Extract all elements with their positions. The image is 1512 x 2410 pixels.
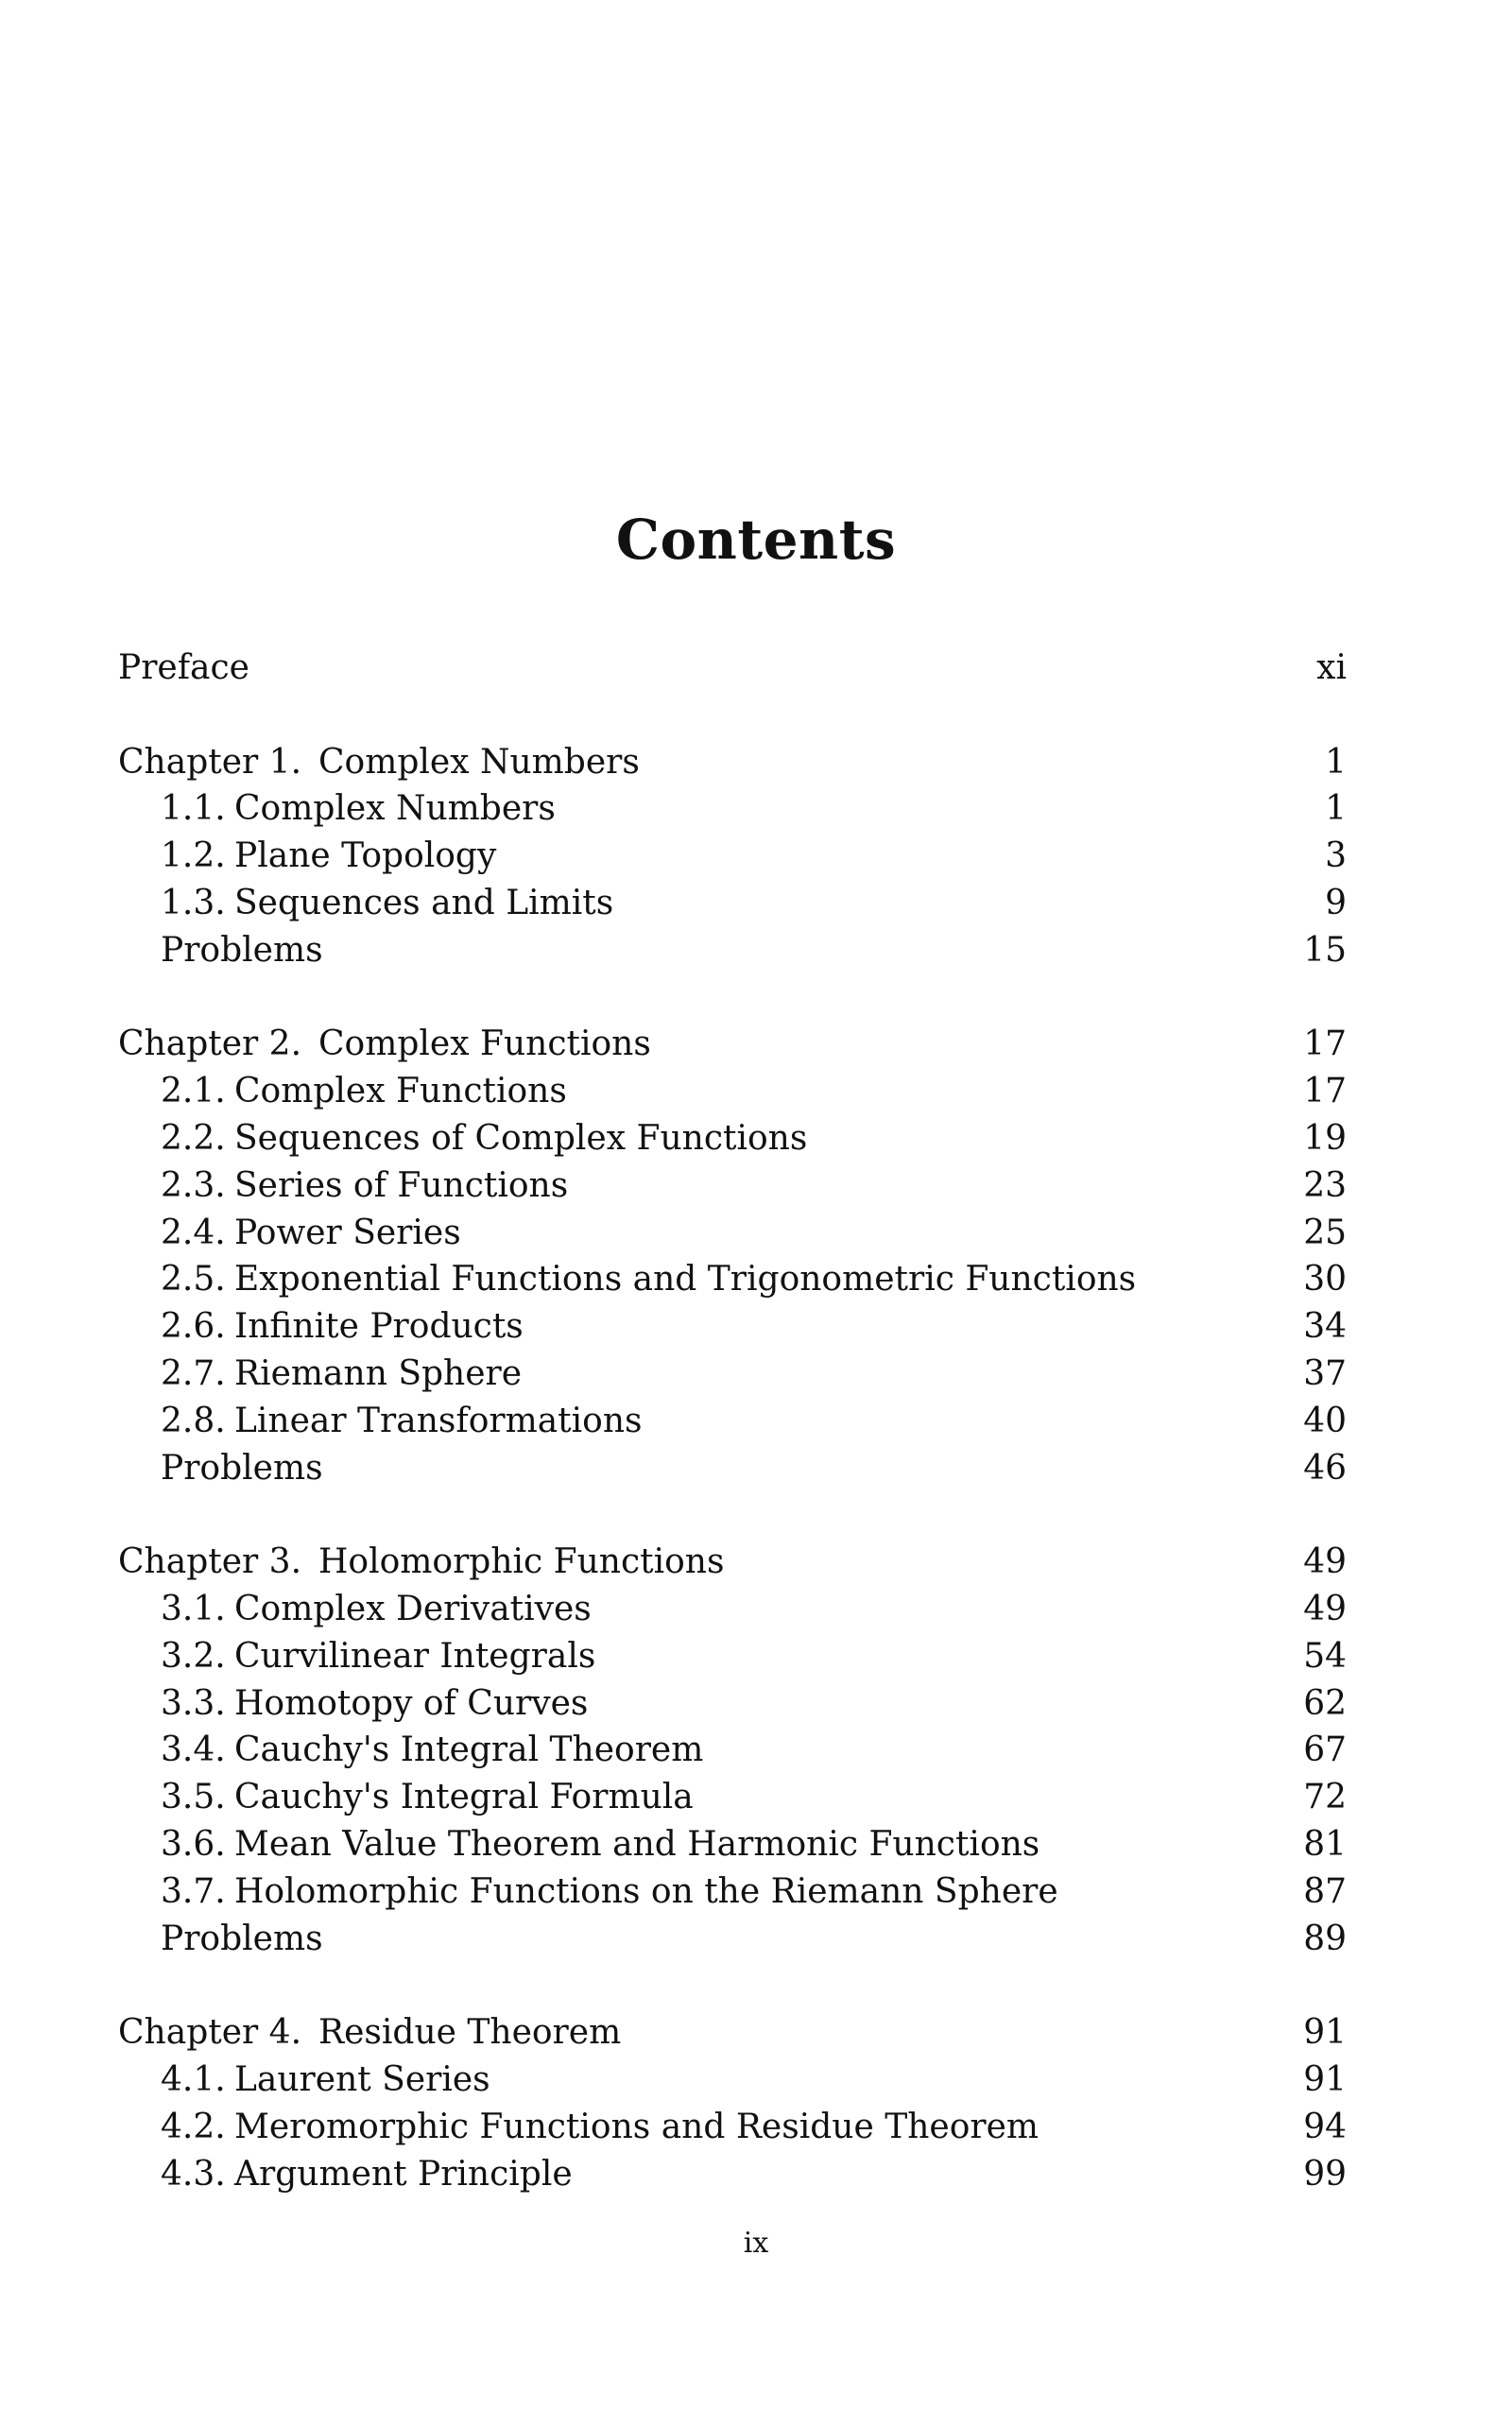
section-title: Sequences and Limits (234, 883, 614, 922)
page-number: ix (743, 2227, 769, 2260)
section-title: Infinite Products (234, 1307, 524, 1347)
preface-label: Preface (118, 648, 249, 687)
group-gap (118, 974, 1347, 1022)
section-title: Argument Principle (234, 2154, 573, 2194)
section-page: 49 (1303, 1589, 1347, 1628)
section-title: Complex Functions (234, 1072, 567, 1111)
toc-section (118, 1868, 1347, 1916)
toc-section (118, 1821, 1347, 1868)
section-number: 3.2. (161, 1636, 226, 1676)
section-number: 3.7. (161, 1871, 226, 1911)
section-title: Meromorphic Functions and Residue Theorem (234, 2107, 1040, 2146)
section-page: 62 (1303, 1683, 1347, 1723)
toc-section (118, 1068, 1347, 1115)
toc-section (118, 1256, 1347, 1303)
toc-section (118, 1633, 1347, 1680)
toc-chapter-3 (118, 1539, 1347, 1586)
problems-page: 15 (1303, 930, 1347, 970)
section-page: 23 (1303, 1165, 1347, 1205)
chapter-number: Chapter 4. (118, 2013, 302, 2053)
section-title: Holomorphic Functions on the Riemann Sphere (234, 1871, 1058, 1911)
section-page: 1 (1325, 789, 1347, 829)
section-page: 34 (1303, 1307, 1347, 1347)
problems-page: 46 (1303, 1448, 1347, 1488)
section-page: 30 (1303, 1260, 1347, 1300)
section-number: 1.1. (161, 789, 226, 829)
section-number: 2.4. (161, 1213, 226, 1252)
section-number: 2.8. (161, 1401, 226, 1440)
toc-section (118, 1398, 1347, 1445)
section-number: 1.3. (161, 883, 226, 922)
section-title: Mean Value Theorem and Harmonic Functions (234, 1824, 1040, 1864)
section-title: Exponential Functions and Trigonometric Functions (234, 1260, 1137, 1300)
chapter-page: 1 (1325, 742, 1347, 782)
chapter-number: Chapter 2. (118, 1024, 302, 1064)
toc-section (118, 1115, 1347, 1162)
toc-chapter-4 (118, 2009, 1347, 2057)
group-gap (118, 1491, 1347, 1539)
section-number: 4.1. (161, 2059, 226, 2099)
section-number: 2.5. (161, 1260, 226, 1300)
section-page: 37 (1303, 1353, 1347, 1393)
section-page: 25 (1303, 1213, 1347, 1252)
section-title: Cauchy's Integral Theorem (234, 1730, 704, 1770)
toc-problems (118, 1916, 1347, 1963)
section-title: Riemann Sphere (234, 1353, 523, 1393)
section-number: 2.2. (161, 1118, 226, 1158)
toc-section (118, 833, 1347, 880)
chapter-number: Chapter 3. (118, 1542, 302, 1582)
toc-section (118, 1680, 1347, 1728)
group-gap (118, 1962, 1347, 2009)
toc-chapter-1 (118, 739, 1347, 786)
section-title: Series of Functions (234, 1165, 569, 1205)
section-page: 99 (1303, 2154, 1347, 2194)
section-title: Curvilinear Integrals (234, 1636, 596, 1676)
section-number: 2.3. (161, 1165, 226, 1205)
section-title: Sequences of Complex Functions (234, 1118, 808, 1158)
chapter-page: 17 (1303, 1024, 1347, 1064)
section-page: 9 (1325, 883, 1347, 922)
toc-section (118, 1210, 1347, 1257)
chapter-title: Complex Functions (318, 1024, 651, 1064)
chapter-title: Holomorphic Functions (318, 1542, 725, 1582)
section-number: 3.3. (161, 1683, 226, 1723)
toc-section (118, 1774, 1347, 1821)
toc-section (118, 1727, 1347, 1774)
section-title: Complex Derivatives (234, 1589, 592, 1628)
section-page: 19 (1303, 1118, 1347, 1158)
toc-section (118, 880, 1347, 927)
problems-page: 89 (1303, 1919, 1347, 1958)
section-number: 4.2. (161, 2107, 226, 2146)
chapter-title: Residue Theorem (318, 2013, 622, 2053)
toc-section (118, 1351, 1347, 1398)
section-title: Homotopy of Curves (234, 1683, 589, 1723)
section-page: 72 (1303, 1778, 1347, 1817)
section-page: 17 (1303, 1072, 1347, 1111)
section-page: 91 (1303, 2059, 1347, 2099)
section-number: 3.5. (161, 1778, 226, 1817)
toc-section (118, 2151, 1347, 2198)
section-page: 81 (1303, 1824, 1347, 1864)
section-page: 67 (1303, 1730, 1347, 1770)
problems-label: Problems (161, 1448, 323, 1488)
section-title: Plane Topology (234, 836, 497, 876)
section-page: 87 (1303, 1871, 1347, 1911)
toc-section (118, 1586, 1347, 1633)
chapter-title: Complex Numbers (318, 742, 640, 782)
toc-entry-preface (118, 645, 1347, 692)
toc-problems (118, 927, 1347, 974)
table-of-contents (118, 645, 1347, 2197)
section-page: 54 (1303, 1636, 1347, 1676)
section-title: Complex Numbers (234, 789, 556, 829)
section-title: Cauchy's Integral Formula (234, 1778, 694, 1817)
toc-problems (118, 1445, 1347, 1492)
chapter-number: Chapter 1. (118, 742, 302, 782)
toc-section (118, 2104, 1347, 2151)
section-title: Linear Transformations (234, 1401, 643, 1440)
problems-label: Problems (161, 1919, 323, 1958)
section-number: 3.4. (161, 1730, 226, 1770)
section-number: 2.7. (161, 1353, 226, 1393)
toc-chapter-2 (118, 1021, 1347, 1068)
problems-label: Problems (161, 930, 323, 970)
toc-section (118, 2057, 1347, 2104)
section-title: Power Series (234, 1213, 461, 1252)
chapter-page: 91 (1303, 2013, 1347, 2053)
section-number: 4.3. (161, 2154, 226, 2194)
section-number: 2.6. (161, 1307, 226, 1347)
section-page: 40 (1303, 1401, 1347, 1440)
toc-section (118, 1162, 1347, 1210)
toc-section (118, 1303, 1347, 1351)
section-title: Laurent Series (234, 2059, 490, 2099)
section-page: 94 (1303, 2107, 1347, 2146)
section-number: 3.6. (161, 1824, 226, 1864)
section-number: 3.1. (161, 1589, 226, 1628)
section-page: 3 (1325, 836, 1347, 876)
chapter-page: 49 (1303, 1542, 1347, 1582)
preface-page: xi (1316, 648, 1347, 687)
section-number: 2.1. (161, 1072, 226, 1111)
toc-section (118, 785, 1347, 833)
section-number: 1.2. (161, 836, 226, 876)
group-gap (118, 692, 1347, 739)
page-title: Contents (615, 508, 897, 572)
